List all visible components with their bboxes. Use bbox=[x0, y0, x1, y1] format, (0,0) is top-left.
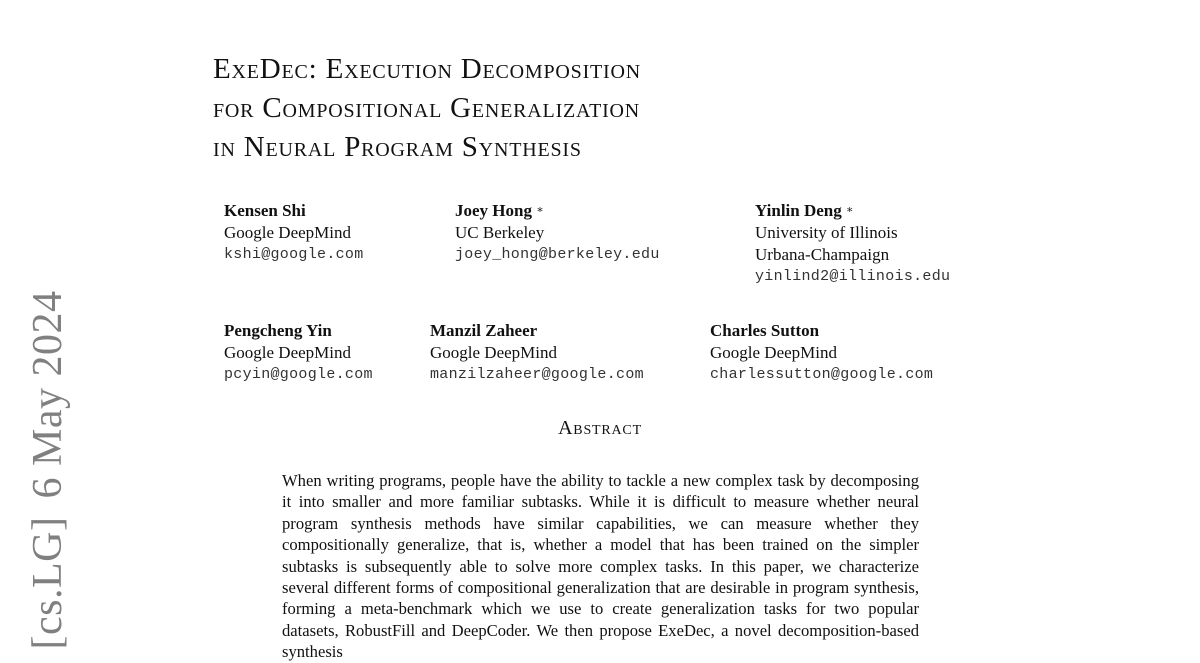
author-block bbox=[224, 200, 364, 266]
author-name: Kensen Shi bbox=[224, 201, 306, 220]
author-email: charlessutton@google.com bbox=[710, 366, 934, 383]
author-affiliation: Google DeepMind bbox=[224, 343, 352, 362]
author-email: joey_hong@berkeley.edu bbox=[455, 246, 660, 263]
author-name: Yinlin Deng ∗ bbox=[755, 201, 854, 220]
abstract-text: When writing programs, people have the ability to tackle a new complex task by decomposing it into smaller and more familiar subtasks. While it is difficult to measure whether neural program synthesis methods have similar capabilities, we can measure whether they compositionally generalize, that is, whether a model that has been trained on the simpler subtasks is subsequently able to solve more complex tasks. In this paper, we characterize several different forms of compositional generalization that are desirable in program synthesis, forming a meta-benchmark which we use to create generalization tasks for two popular datasets, RobustFill and DeepCoder. We then propose ExeDec, a novel decomposition-based synthesis bbox=[282, 471, 919, 662]
abstract-heading: Abstract bbox=[558, 417, 642, 439]
paper-title bbox=[213, 50, 641, 167]
author-name: Manzil Zaheer bbox=[430, 321, 538, 340]
author-affiliation: Urbana-Champaign bbox=[755, 245, 890, 264]
author-name: Charles Sutton bbox=[710, 321, 820, 340]
author-block bbox=[755, 200, 950, 288]
equal-contribution-mark: ∗ bbox=[846, 204, 854, 216]
title-line: for Compositional Generalization bbox=[213, 92, 641, 124]
author-affiliation: Google DeepMind bbox=[224, 223, 352, 242]
author-affiliation: Google DeepMind bbox=[430, 343, 558, 362]
abstract-body bbox=[282, 470, 919, 663]
author-affiliation: University of Illinois bbox=[755, 223, 898, 242]
author-block bbox=[224, 320, 373, 386]
author-affiliation: Google DeepMind bbox=[710, 343, 838, 362]
arxiv-date: 6 May 2024 bbox=[25, 290, 71, 499]
arxiv-side-stamp bbox=[24, 291, 72, 650]
author-email: pcyin@google.com bbox=[224, 366, 373, 383]
arxiv-category: [cs.LG] bbox=[25, 516, 71, 650]
author-block bbox=[455, 200, 660, 266]
author-email: kshi@google.com bbox=[224, 246, 364, 263]
author-block bbox=[710, 320, 933, 386]
title-line: in Neural Program Synthesis bbox=[213, 131, 582, 163]
author-email: yinlind2@illinois.edu bbox=[755, 268, 951, 285]
title-line: ExeDec: Execution Decomposition bbox=[213, 53, 641, 85]
author-name: Joey Hong ∗ bbox=[455, 201, 544, 220]
author-email: manzilzaheer@google.com bbox=[430, 366, 644, 383]
author-block bbox=[430, 320, 644, 386]
author-name: Pengcheng Yin bbox=[224, 321, 332, 340]
author-affiliation: UC Berkeley bbox=[455, 223, 545, 242]
equal-contribution-mark: ∗ bbox=[536, 204, 544, 216]
